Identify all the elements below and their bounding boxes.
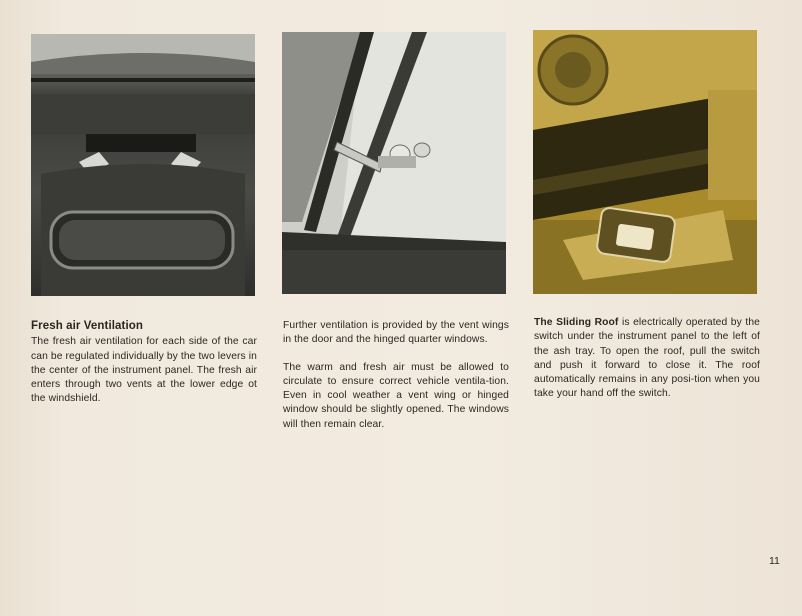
- paragraph-vent-wings: Further ventilation is provided by the vent wings in the door and the hinged quarter windows.: [283, 320, 509, 346]
- paragraph-sliding-roof: [534, 316, 760, 402]
- photo-dashboard-vent-levers: [31, 34, 255, 296]
- sliding-roof-text: is electrically operated by the switch under the instrument panel to the left of the ash tray. To open the roof, pull the switch and push it forward to close it. The roof automatically remains in any posi-tion when you take your hand off the switch.: [534, 317, 760, 400]
- photo-vent-wing-latch: [282, 32, 506, 294]
- paragraph-fresh-air: The fresh air ventilation for each side of the car can be regulated individually by the two levers in the center of the instrument panel. The fresh air enters through two vents at the lower edge ot the windshield.: [31, 336, 257, 405]
- section-fresh-air-ventilation: [31, 319, 257, 407]
- sliding-roof-lead: The Sliding Roof: [534, 317, 619, 328]
- heading-fresh-air-ventilation: Fresh air Ventilation: [31, 320, 144, 332]
- section-vent-wings: [283, 319, 509, 432]
- photo-sliding-roof-switch: [533, 30, 757, 294]
- paragraph-air-circulation: The warm and fresh air must be allowed to circulate to ensure correct vehicle ventila-tion. Even in cool weather a vent wing or hinged window should be slightly opened. The windows will then remain clear.: [283, 361, 509, 430]
- page-number: 11: [769, 555, 780, 567]
- section-sliding-roof: [534, 316, 760, 402]
